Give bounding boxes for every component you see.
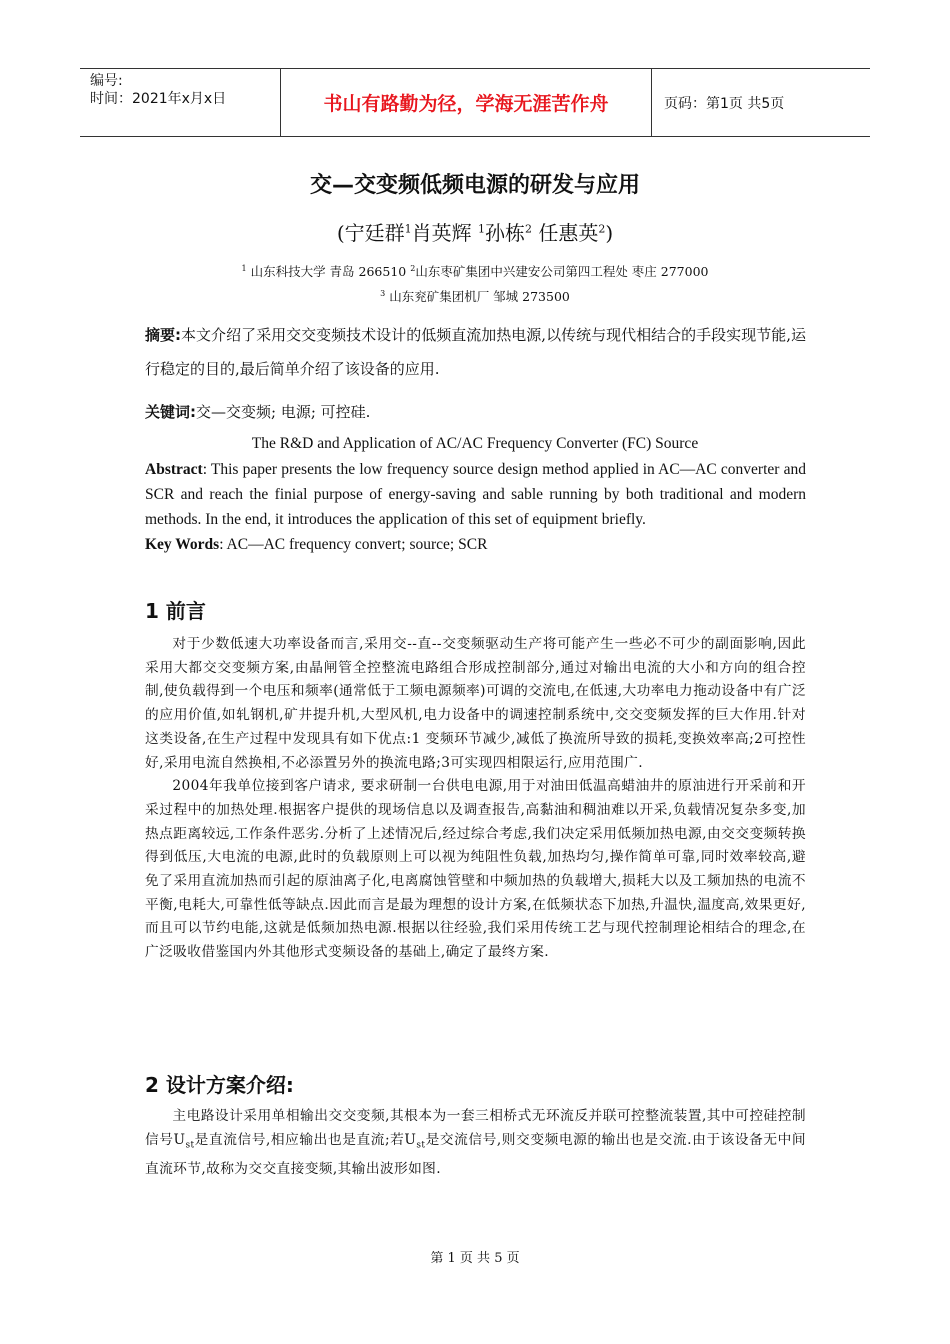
abstract-cn-label: 摘要: [145,326,182,344]
keywords-en-text: : AC—AC frequency convert; source; SCR [219,536,488,553]
page-info: 页码：第1页 共5页 [664,95,785,112]
section-1-body [145,633,806,965]
keywords-cn [145,395,806,429]
english-title: The R&D and Application of AC/AC Frequency Converter (FC) Source [251,435,699,452]
header-page-cell [652,69,870,136]
abstract-en [145,457,806,557]
section-2-body [145,1105,806,1182]
section-1-paragraph-1: 对于少数低速大功率设备而言,采用交--直--交变频驱动生产将可能产生一些必不可少的副面影响,因此采用大都交交变频方案,由晶闸管全控整流电路组合形成控制部分,通过对输出电流的大小和方向的组合控制,使负载得到一个电压和频率(通常低于工频电源频率)可调的交流电,在低速,大功率电力拖动设备中有广泛的应用价值,如轧钢机,矿井提升机,大型风机,电力设备中的调速控制系统中,交交变频发挥的巨大作用.针对这类设备,在生产过程中发现具有如下优点:1 变频环节减少,减低了换流所导致的损耗,变换效率高;2可控性好,采用电流自然换相,不必添置另外的换流电路;3可实现四相限运行,应用范围广. [145,636,806,771]
page-footer: 第 1 页 共 5 页 [430,1251,520,1266]
motto: 书山有路勤为径，学海无涯苦作舟 [323,93,609,115]
author-2: 肖英辉 [411,221,472,245]
abstract-en-text: : This paper presents the low frequency source design method applied in AC—AC converter and SCR and reach the finial purpose of energy-saving and sable running by both traditional and modern methods. In the end, it introduces the application of this set of equipment briefly. [145,461,806,528]
author-4: 任惠英 [538,221,599,245]
header-left-cell [80,69,281,136]
abstract-cn-text: 本文介绍了采用交交变频技术设计的低频直流加热电源,以传统与现代相结合的手段实现节能,运行稳定的目的,最后简单介绍了该设备的应用. [145,326,807,378]
page-header [80,68,870,137]
number-label: 编号: [90,73,123,89]
affiliation-line-1: $^1$ 山东科技大学 青岛 266510 $^2$山东枣矿集团中兴建安公司第四工程处 枣庄 277000 [241,263,709,279]
section-2-heading: 2 设计方案介绍: [145,1073,294,1097]
authors: (宁廷群$^1$肖英辉 $^1$孙栋$^2$ 任惠英$^2$) [336,221,614,245]
keywords-cn-label: 关键词: [145,403,196,421]
time-label: 时间：2021年x月x日 [90,91,227,107]
abstract-en-label: Abstract [145,461,203,478]
header-motto-cell [281,69,652,136]
section-1-heading: 1 前言 [145,599,206,623]
affiliation-line-2: $^3$ 山东兖矿集团机厂 邹城 273500 [380,288,570,304]
abstract-cn [145,318,806,386]
paper-title: 交—交变频低频电源的研发与应用 [309,173,640,198]
section-1-paragraph-2: 2004年我单位接到客户请求, 要求研制一台供电电源,用于对油田低温高蜡油井的原油进行开采前和开采过程中的加热处理.根据客户提供的现场信息以及调查报告,高黏油和稠油难以开采,负载情况复杂多变,加热点距离较远,工作条件恶劣.分析了上述情况后,经过综合考虑,我们决定采用低频加热电源,由交交变频转换得到低压,大电流的电源,此时的负载原则上可以视为纯阻性负载,加热均匀,操作简单可靠,同时效率较高,避免了采用直流加热而引起的原油离子化,电离腐蚀管壁和中频加热的负载增大,损耗大以及工频加热的电流不平衡,电耗大,可靠性低等缺点.因此而言是最为理想的设计方案,在低频状态下加热,升温快,温度高,效果更好,而且可以节约电能,这就是低频加热电源.根据以往经验,我们采用传统工艺与现代控制理论相结合的理念,在广泛吸收借鉴国内外其他形式变频设备的基础上,确定了最终方案. [145,778,806,961]
keywords-cn-text: 交—交变频; 电源; 可控硅. [196,403,371,421]
author-3: 孙栋 [485,221,525,245]
keywords-en-label: Key Words [145,536,220,553]
section-2-paragraph-1: 主电路设计采用单相输出交交变频,其根本为一套三相桥式无环流反并联可控整流装置,其中可控硅控制信号$U_{st}$是直流信号,相应输出也是直流;若$U_{st}$是交流信号,则交变频电源的输出也是交流.由于该设备无中间直流环节,故称为交交直接变频,其输出波形如图. [145,1108,806,1178]
author-1: 宁廷群 [344,221,405,245]
